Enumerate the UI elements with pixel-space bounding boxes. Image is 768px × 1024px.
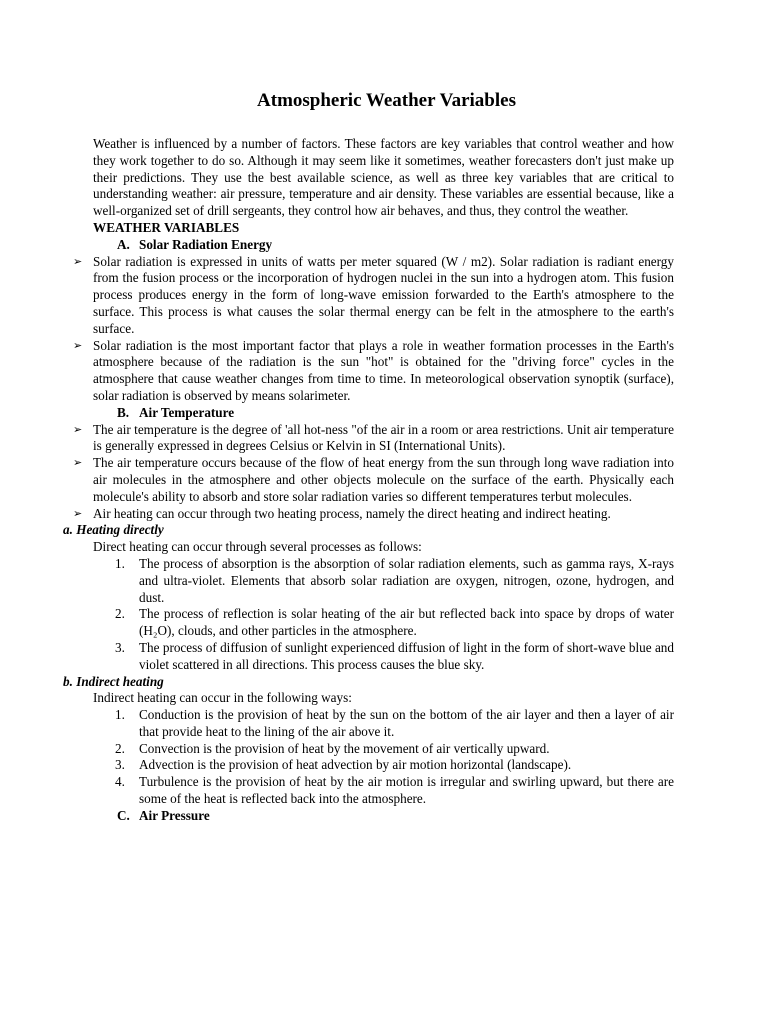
item-number: 4. (115, 774, 125, 790)
arrow-bullet-icon: ➢ (73, 456, 83, 470)
arrow-bullet-icon: ➢ (73, 254, 83, 268)
indirect-heating-list (93, 707, 674, 808)
indirect-heating-intro: Indirect heating can occur in the following ways: (93, 690, 352, 706)
item-text: Advection is the provision of heat advection by air motion horizontal (landscape). (139, 757, 572, 773)
bullet-text: The air temperature is the degree of 'all hot-ness "of the air in a room or area restrictions. Unit air temperature is generally expressed in degrees Celsius or Kelvin in SI (International Units). (93, 421, 674, 454)
list-item (115, 757, 674, 774)
arrow-bullet-icon: ➢ (73, 422, 83, 436)
bullet-text: The air temperature occurs because of the flow of heat energy from the sun through long wave radiation into air molecules in the atmosphere and other objects molecule on the surface of the earth. Physically each molecule's ability to absorb and store solar radiation varies so different temperatures terbut molecules. (93, 455, 674, 504)
list-item (73, 421, 674, 456)
solar-radiation-bullets (73, 253, 674, 405)
arrow-bullet-icon: ➢ (73, 506, 83, 520)
item-number: 1. (115, 555, 125, 571)
item-text: The process of absorption is the absorption of solar radiation elements, such as gamma rays, X-rays and ultra-violet. Elements that absorb solar radiation are oxygen, nitrogen, ozone, hydrogen, and dust. (139, 555, 674, 605)
item-text: Convection is the provision of heat by the movement of air vertically upward. (139, 740, 550, 756)
list-item (115, 740, 674, 758)
item-number: 1. (115, 707, 125, 723)
item-number: 2. (115, 740, 125, 756)
item-text: The process of diffusion of sunlight experienced diffusion of light in the form of short-wave blue and violet scattered in all directions. This process causes the blue sky. (139, 639, 674, 672)
heading-indirect-heating: b. Indirect heating (63, 673, 164, 689)
bullet-text: Air heating can occur through two heating process, namely the direct heating and indirect heating. (93, 505, 611, 521)
subheading-letter: B. (117, 404, 130, 420)
list-item (73, 337, 674, 405)
section-heading: WEATHER VARIABLES (93, 219, 240, 235)
list-item (115, 606, 674, 640)
subheading-air-temperature (117, 405, 674, 422)
list-item (73, 253, 674, 338)
subheading-air-pressure (117, 808, 674, 825)
heading-heating-directly: a. Heating directly (63, 522, 164, 538)
item-text: Turbulence is the provision of heat by the air motion is irregular and swirling upward, but there are some of the heat is reflected back into the atmosphere. (139, 774, 674, 807)
list-item (73, 455, 674, 505)
subheading-letter: A. (117, 236, 130, 252)
item-number: 3. (115, 757, 125, 773)
list-item (115, 555, 674, 606)
item-number: 2. (115, 606, 125, 622)
subheading-solar-radiation (117, 237, 674, 254)
list-item (73, 505, 674, 523)
page-title: Atmospheric Weather Variables (257, 90, 516, 111)
item-text: Conduction is the provision of heat by the sun on the bottom of the air layer and then a layer of air that provide heat to the lining of the air above it. (139, 707, 674, 739)
subheading-letter: C. (117, 807, 130, 823)
arrow-bullet-icon: ➢ (73, 338, 83, 352)
list-item (115, 639, 674, 674)
subheading-title: Air Temperature (139, 404, 235, 420)
air-temperature-bullets (73, 421, 674, 523)
list-item (115, 707, 674, 741)
heating-directly-intro: Direct heating can occur through several processes as follows: (93, 539, 422, 555)
list-item (115, 774, 674, 808)
subheading-title: Air Pressure (139, 807, 210, 823)
subheading-title: Solar Radiation Energy (139, 236, 273, 252)
item-text: The process of reflection is solar heating of the air but reflected back into space by drops of water (H₂O), clouds, and other particles in the atmosphere. (139, 606, 674, 639)
item-number: 3. (115, 639, 125, 655)
bullet-text: Solar radiation is the most important factor that plays a role in weather formation processes in the Earth's atmosphere because of the radiation is the sun "hot" is obtained for the "driving force" cycles in the atmosphere that cause weather changes from time to time. In meteorological observation synoptik (surface), solar radiation is observed by means solarimeter. (93, 337, 674, 403)
heating-directly-list (93, 556, 674, 674)
intro-paragraph: Weather is influenced by a number of factors. These factors are key variables that control weather and how they work together to do so. Although it may seem like it sometimes, weather forecasters don't just make up their predictions. They use the best available science, as well as three key variables that are critical to understanding weather: air pressure, temperature and air density. These variables are essential because, like a well-organized set of drill sergeants, they control how air behaves, and thus, they control the weather. (93, 136, 674, 219)
bullet-text: Solar radiation is expressed in units of watts per meter squared (W / m2). Solar radiation is radiant energy from the fusion process or the incorporation of hydrogen nuclei in the sun into a hydrogen atom. This fusion process produces energy in the form of long-wave emission forwarded to the Earth's atmosphere to the surface. This process is what causes the solar thermal energy can be felt in the atmosphere to the earth's surface. (93, 253, 674, 336)
